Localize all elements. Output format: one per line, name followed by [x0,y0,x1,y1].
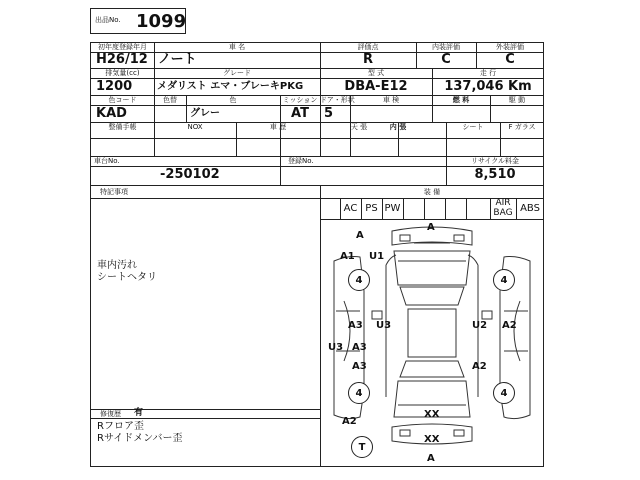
displacement-value: 1200 [96,79,133,94]
equipment-ac: AC [343,203,358,214]
damage-right-u2: U2 [472,320,488,331]
label-grade: グレード [223,69,251,77]
label-inspection: 車 検 [382,96,400,104]
label-transmission: ミッション [282,96,318,104]
damage-a1: A1 [340,251,355,262]
damage-bumper-xx: XX [424,434,440,445]
damage-front-left-a: A [356,230,364,241]
recycle-value: 8,510 [474,167,516,182]
label-year: 初年度登録年月 [98,43,147,51]
label-mileage: 走 行 [479,69,497,77]
label-glass: F ガラス [508,123,536,131]
label-color: 色 [229,96,237,104]
label-drive: 駆 動 [508,96,526,104]
doors-value: 5 [324,106,334,121]
repair-note-member: Rサイドメンバー歪 [97,433,183,444]
grade-value: メダリスト エマ・ブレーキPKG [157,81,304,92]
damage-u3: U3 [328,342,344,353]
label-recycle: リサイクル料金 [470,157,520,165]
label-chassis: 車台No. [94,157,120,165]
damage-a2-mid: A2 [472,361,487,372]
interior-score-value: C [441,52,451,67]
model-value: DBA-E12 [344,79,408,94]
name-value: ノート [158,52,197,67]
color-value: グレー [190,108,220,119]
circle-rear-left: 4 [348,382,370,404]
label-equipment: 装 備 [423,188,441,196]
label-fuel: 燃 料 [452,96,470,104]
label-interior: 内 張 [389,123,407,131]
year-value: H26/12 [96,52,148,67]
repair-value: 有 [134,408,144,418]
damage-left-a3: A3 [348,320,363,331]
label-notes: 特記事項 [100,188,128,196]
label-exterior-score: 外装評価 [496,43,524,51]
label-door-shape: ドア・形状 [320,96,355,104]
damage-a3c: A3 [352,361,367,372]
label-model: 型 式 [367,69,385,77]
damage-a3b: A3 [352,342,367,353]
circle-rear-right: 4 [493,382,515,404]
exterior-score-value: C [505,52,515,67]
lot-label: 出品No. [95,16,121,24]
score-value: R [362,52,373,67]
label-displacement: 排気量(cc) [105,69,140,77]
circle-rear-t: T [351,436,373,458]
circle-front-left: 4 [348,269,370,291]
label-interior-score: 内装評価 [432,43,460,51]
damage-front-a: A [427,222,435,233]
label-color-code: 色コード [108,96,137,104]
damage-a2-low: A2 [342,416,357,427]
label-name: 車 名 [228,43,246,51]
circle-front-right: 4 [493,269,515,291]
note-dirty-interior: 車内汚れ [97,260,137,271]
mileage-value: 137,046 Km [444,79,532,94]
label-history: 車 歴 [269,123,287,131]
damage-u1: U1 [369,251,385,262]
color-code-value: KAD [96,106,127,121]
equipment-abs: ABS [520,203,540,214]
damage-trunk-xx: XX [424,409,440,420]
damage-rear-a: A [427,453,435,464]
equipment-ps: PS [365,203,378,214]
equipment-row [320,198,544,220]
equipment-airbag: AIR BAG [493,198,513,218]
label-score: 評価点 [357,43,379,51]
damage-left-u3: U3 [376,320,392,331]
lot-number: 1099 [136,11,187,32]
label-registration: 登録No. [288,157,314,165]
label-manual: 整備手帳 [108,123,137,131]
damage-right-a2: A2 [502,320,517,331]
label-seat: シート [462,123,484,131]
chassis-value: -250102 [160,167,220,182]
label-color-change: 色替 [163,96,177,104]
label-repair: 修復歴 [100,410,121,418]
label-sunroof: 天 張 [350,123,368,131]
label-nox: NOX [187,123,203,131]
repair-note-floor: Rフロア歪 [97,421,144,432]
note-seat-wear: シートヘタリ [97,272,157,283]
transmission-value: AT [291,106,309,121]
equipment-pw: PW [384,203,401,214]
